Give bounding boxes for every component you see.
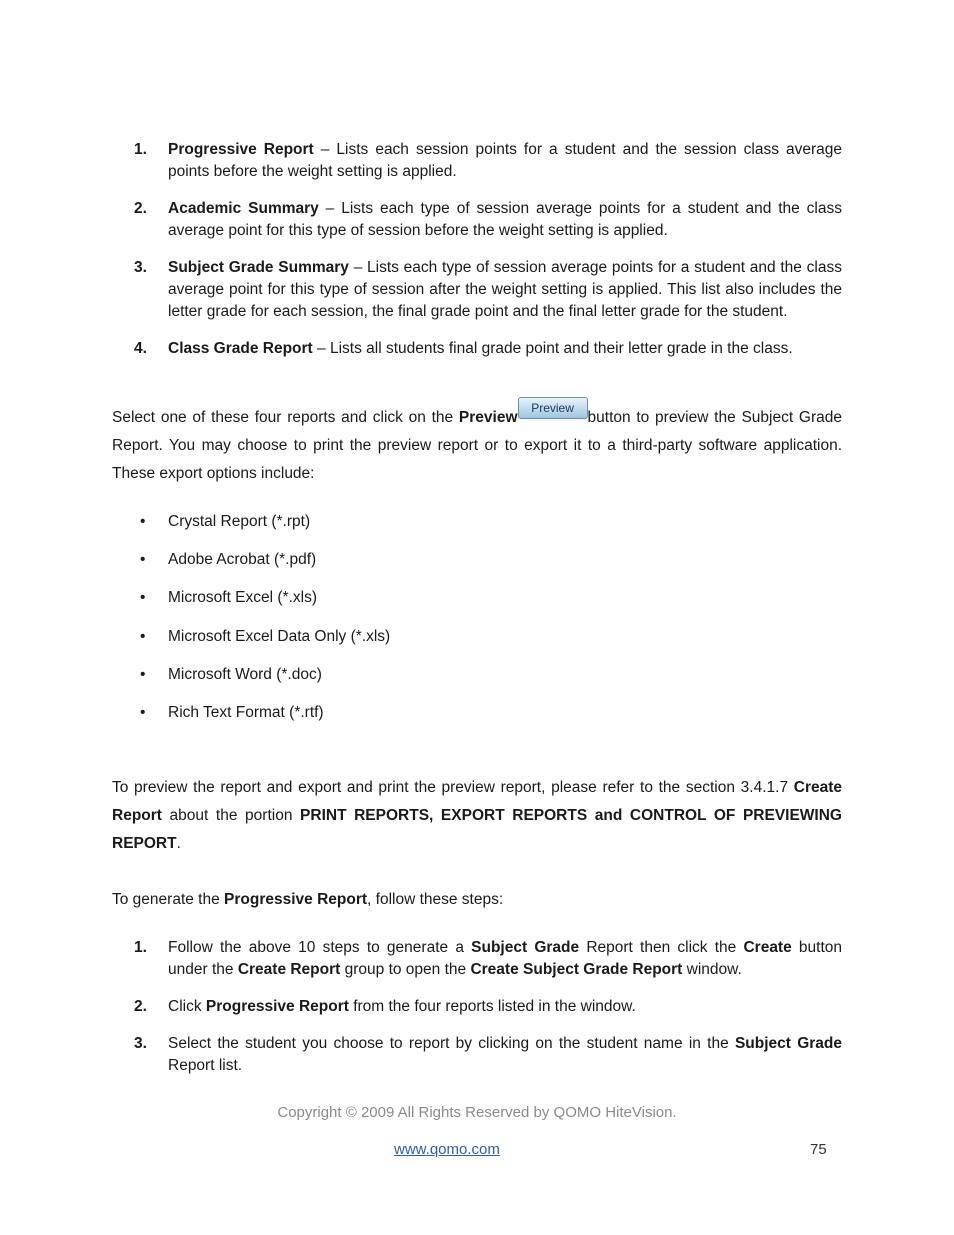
report-description: – Lists all students final grade point and their letter grade in the class. — [312, 340, 793, 357]
preview-label: Preview — [458, 409, 518, 426]
list-item — [140, 665, 322, 685]
report-title: Subject Grade Summary — [168, 259, 349, 276]
export-option: Microsoft Excel (*.xls) — [168, 589, 317, 606]
portion-reference: PRINT REPORTS, EXPORT REPORTS and CONTROL OF PREVIEWING REPORT — [112, 807, 842, 852]
list-item — [134, 198, 842, 242]
export-option: Rich Text Format (*.rtf) — [168, 704, 324, 721]
report-description: – Lists each type of session average points for a student and the class average point for this type of session before the weight setting is applied. — [168, 200, 842, 239]
paragraph-text: To generate the — [112, 891, 225, 908]
paragraph-text: button to preview the Subject Grade Report. You may choose to print the preview report or to export it to a third-party software application. These export options include: — [112, 409, 842, 482]
preview-button[interactable]: Preview — [518, 397, 588, 419]
step-text-run: window. — [682, 961, 742, 978]
select-report-paragraph — [112, 401, 842, 488]
list-item — [140, 550, 316, 570]
refer-paragraph — [112, 774, 842, 858]
step-text — [168, 1033, 842, 1077]
bullet-icon: • — [140, 551, 146, 568]
list-number: 2. — [134, 200, 147, 217]
footer-copyright: Copyright © 2009 All Rights Reserved by QOMO HiteVision. — [277, 1104, 677, 1121]
export-option: Crystal Report (*.rpt) — [168, 513, 311, 530]
step-text-run: Follow the above 10 steps to generate a — [168, 939, 472, 956]
paragraph-text: about the portion — [161, 807, 301, 824]
export-option: Adobe Acrobat (*.pdf) — [168, 551, 317, 568]
step-item — [134, 937, 842, 981]
report-description: – Lists each type of session average points for a student and the class average point for this type of session after the weight setting is applied. This list also includes the letter grade for each session, the final grade point and the final letter grade for the student. — [168, 259, 842, 320]
step-emphasis: Create Report — [237, 961, 341, 978]
list-number: 1. — [134, 141, 147, 158]
step-emphasis: Create Subject Grade Report — [470, 961, 683, 978]
list-item — [140, 588, 317, 608]
step-number: 3. — [134, 1035, 147, 1052]
section-reference: Create Report — [112, 779, 842, 824]
steps-list — [134, 937, 842, 1077]
list-number: 4. — [134, 340, 147, 357]
report-title: Class Grade Report — [168, 340, 313, 357]
export-option: Microsoft Word (*.doc) — [168, 666, 322, 683]
list-number: 3. — [134, 259, 147, 276]
report-name: Progressive Report — [224, 891, 368, 908]
list-item — [140, 627, 390, 647]
website-link[interactable]: www.qomo.com — [394, 1141, 500, 1158]
step-emphasis: Subject Grade — [734, 1035, 842, 1052]
step-emphasis: Progressive Report — [205, 998, 349, 1015]
step-text-run: from the four reports listed in the window. — [348, 998, 636, 1015]
page-number: 75 — [810, 1141, 827, 1158]
step-text-run: Report then click the — [579, 939, 744, 956]
paragraph-text: , follow these steps: — [367, 891, 504, 908]
step-emphasis: Subject Grade — [471, 939, 580, 956]
step-text-run: group to open the — [340, 961, 471, 978]
bullet-icon: • — [140, 589, 146, 606]
step-item — [134, 996, 842, 1018]
step-text-run: Report list. — [168, 1057, 243, 1074]
step-number: 2. — [134, 998, 147, 1015]
list-item — [140, 703, 324, 723]
list-item — [140, 512, 310, 532]
report-title: Academic Summary — [168, 200, 319, 217]
generate-paragraph — [112, 886, 842, 914]
step-text-run: Select the student you choose to report by clicking on the student name in the — [168, 1035, 735, 1052]
report-description: – Lists each session points for a student and the session class average points before the weight setting is applied. — [168, 141, 842, 180]
step-number: 1. — [134, 939, 147, 956]
step-emphasis: Create — [743, 939, 792, 956]
step-text — [168, 937, 842, 981]
step-text-run: button under the — [168, 939, 843, 978]
step-text — [168, 996, 842, 1018]
bullet-icon: • — [140, 666, 146, 683]
paragraph-text: . — [176, 835, 181, 852]
list-item — [134, 139, 842, 183]
paragraph-text: To preview the report and export and print the preview report, please refer to the section 3.4.1.7 — [112, 779, 794, 796]
export-option: Microsoft Excel Data Only (*.xls) — [168, 628, 391, 645]
step-text-run: Click — [168, 998, 206, 1015]
bullet-icon: • — [140, 513, 146, 530]
bullet-icon: • — [140, 628, 146, 645]
list-item — [134, 257, 842, 323]
list-item — [134, 338, 842, 360]
report-title: Progressive Report — [168, 141, 314, 158]
paragraph-text: Select one of these four reports and click on the — [112, 409, 459, 426]
bullet-icon: • — [140, 704, 146, 721]
step-item — [134, 1033, 842, 1077]
report-types-list — [134, 139, 842, 360]
